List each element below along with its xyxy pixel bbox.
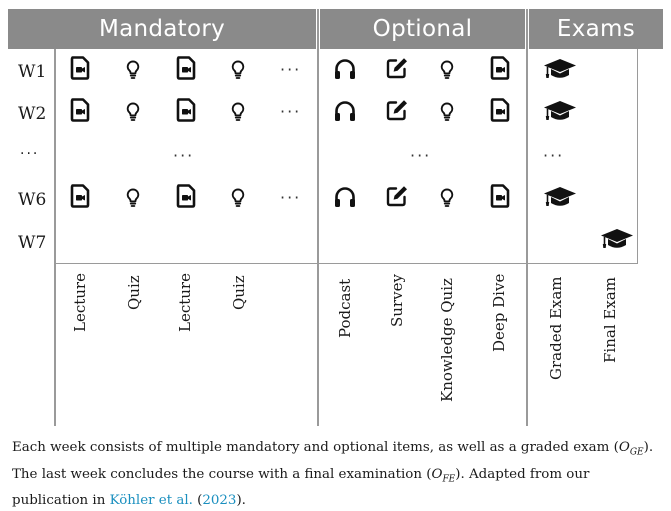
video-file-icon [490, 98, 510, 122]
ellipsis: ··· [280, 60, 302, 79]
lightbulb-icon [231, 188, 245, 208]
lightbulb-icon [126, 102, 140, 122]
graduation-cap-icon [543, 57, 577, 81]
column-label-final-exam: Final Exam [601, 277, 619, 363]
citation-year-link[interactable]: 2023 [202, 493, 237, 509]
header-optional [320, 9, 525, 49]
divider-labels [54, 263, 638, 264]
graduation-cap-icon [543, 185, 577, 209]
header-optional-label: Optional [372, 16, 473, 42]
video-file-icon [70, 56, 90, 80]
column-label-deep-dive: Deep Dive [490, 273, 508, 352]
week-label-w7: W7 [18, 233, 47, 253]
caption-part3: ). Adapted from our publication in [12, 466, 590, 509]
ellipsis: ··· [543, 146, 565, 165]
video-file-icon [176, 56, 196, 80]
pencil-square-icon [385, 98, 409, 122]
divider-left [54, 49, 56, 426]
week-label-w2: W2 [18, 104, 47, 124]
column-label-podcast: Podcast [336, 278, 354, 338]
caption-part2: ). The last week concludes the course with a final examination ( [12, 440, 654, 482]
headphones-icon [333, 186, 357, 208]
caption-citation-open: ( [192, 493, 203, 509]
week-label-ellipsis: ··· [20, 146, 40, 162]
caption-ofe-letter: O [431, 466, 443, 482]
ellipsis: ··· [280, 102, 302, 121]
column-label-knowledge-quiz: Knowledge Quiz [438, 278, 456, 402]
lightbulb-icon [126, 60, 140, 80]
ellipsis: ··· [410, 146, 432, 165]
ellipsis: ··· [280, 188, 302, 207]
caption-part1: Each week consists of multiple mandatory and optional items, as well as a graded exam ( [12, 440, 619, 455]
lightbulb-icon [126, 188, 140, 208]
divider-right [637, 49, 638, 263]
divider-optional-exams [526, 9, 528, 426]
lightbulb-icon [231, 102, 245, 122]
week-label-w1: W1 [18, 62, 47, 82]
pencil-square-icon [385, 184, 409, 208]
video-file-icon [490, 56, 510, 80]
column-label-lecture: Lecture [176, 273, 194, 332]
video-file-icon [176, 98, 196, 122]
citation-author-link[interactable]: Köhler et al. [109, 493, 193, 509]
lightbulb-icon [440, 188, 454, 208]
graduation-cap-icon [600, 227, 634, 251]
headphones-icon [333, 58, 357, 80]
graduation-cap-icon [543, 99, 577, 123]
video-file-icon [70, 184, 90, 208]
figure-caption [12, 437, 662, 511]
column-label-lecture: Lecture [71, 273, 89, 332]
headphones-icon [333, 100, 357, 122]
lightbulb-icon [440, 60, 454, 80]
lightbulb-icon [231, 60, 245, 80]
column-label-survey: Survey [388, 274, 406, 327]
header-exams [529, 9, 663, 49]
header-mandatory [8, 9, 316, 49]
header-mandatory-label: Mandatory [98, 16, 226, 42]
caption-oge-sub: GE [629, 447, 644, 458]
divider-mandatory-optional [317, 9, 319, 426]
video-file-icon [70, 98, 90, 122]
pencil-square-icon [385, 56, 409, 80]
header-exams-label: Exams [556, 16, 636, 42]
column-label-graded-exam: Graded Exam [547, 276, 565, 380]
column-label-quiz: Quiz [125, 275, 143, 310]
caption-ofe-sub: FE [442, 474, 456, 485]
column-label-quiz: Quiz [230, 275, 248, 310]
video-file-icon [490, 184, 510, 208]
caption-citation-close: ). [236, 493, 246, 509]
lightbulb-icon [440, 102, 454, 122]
video-file-icon [176, 184, 196, 208]
caption-oge-letter: O [618, 440, 630, 455]
ellipsis: ··· [173, 146, 195, 165]
week-label-w6: W6 [18, 190, 47, 210]
